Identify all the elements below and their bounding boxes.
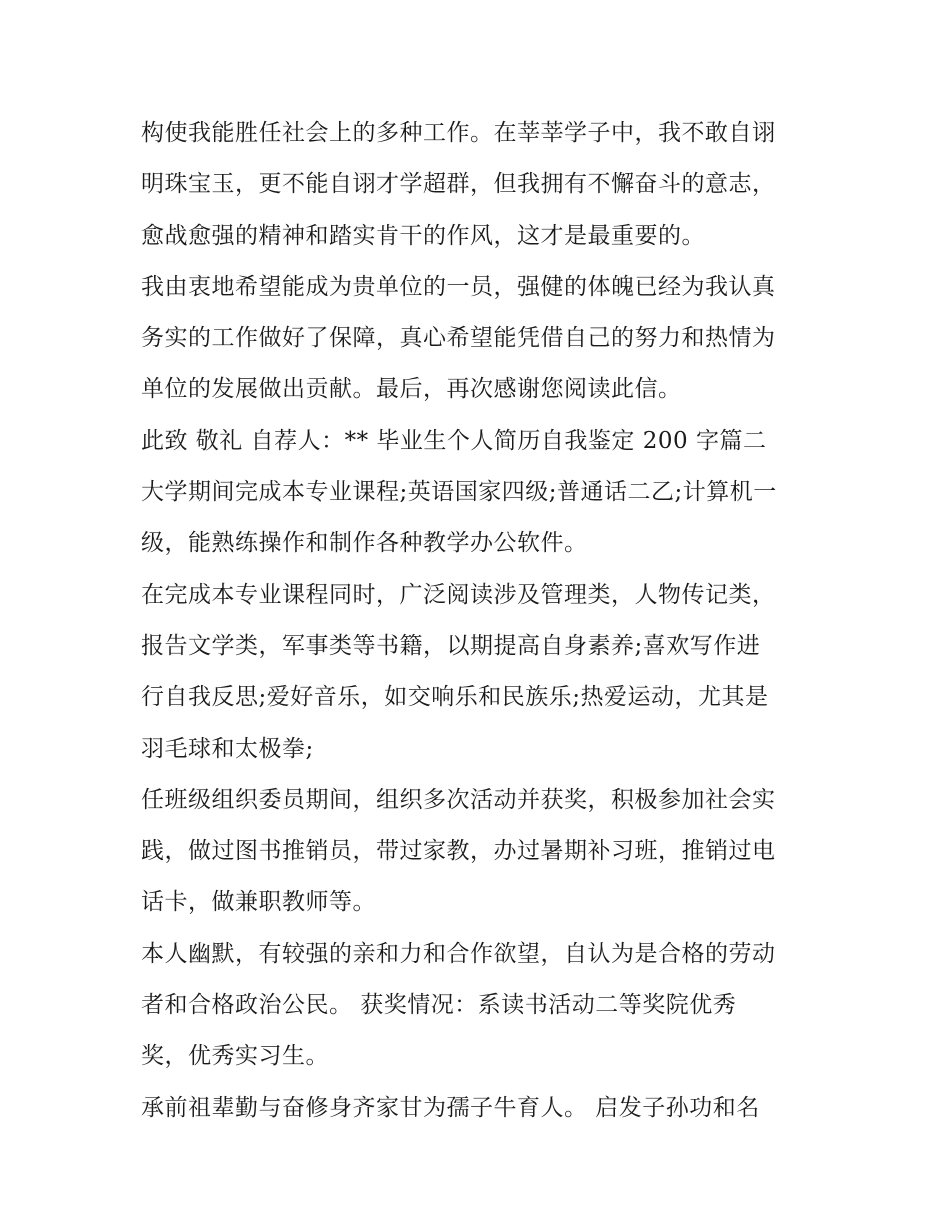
document-body	[141, 108, 831, 1134]
text-line: 者和合格政治公民。 获奖情况：系读书活动二等奖院优秀	[141, 992, 737, 1019]
text-line: 羽毛球和太极拳;	[141, 735, 314, 762]
text-line: 承前祖辈勤与奋修身齐家甘为孺子牛育人。 启发子孙功和名	[141, 1094, 760, 1121]
text-line: 在完成本专业课程同时，广泛阅读涉及管理类，人物传记类，	[141, 581, 776, 608]
text-line: 本人幽默，有较强的亲和力和合作欲望，自认为是合格的劳动	[141, 940, 776, 967]
text-line: 行自我反思;爱好音乐，如交响乐和民族乐;热爱运动，尤其是	[141, 684, 769, 711]
text-line: 我由衷地希望能成为贵单位的一员，强健的体魄已经为我认真	[141, 273, 776, 300]
text-line: 级，能熟练操作和制作各种教学办公软件。	[141, 530, 588, 557]
text-line: 报告文学类，军事类等书籍，以期提高自身素养;喜欢写作进	[141, 632, 761, 659]
text-line: 务实的工作做好了保障，真心希望能凭借自己的努力和热情为	[141, 325, 776, 352]
text-line: 明珠宝玉，更不能自诩才学超群，但我拥有不懈奋斗的意志，	[141, 171, 776, 198]
text-line: 践，做过图书推销员，带过家教，办过暑期补习班，推销过电	[141, 838, 776, 865]
text-line: 话卡，做兼职教师等。	[141, 889, 376, 916]
text-line: 单位的发展做出贡献。最后，再次感谢您阅读此信。	[141, 376, 682, 403]
text-line: 愈战愈强的精神和踏实肯干的作风，这才是最重要的。	[141, 222, 705, 249]
text-line: 构使我能胜任社会上的多种工作。在莘莘学子中，我不敢自诩	[141, 120, 776, 146]
text-line: 此致 敬礼 自荐人：** 毕业生个人简历自我鉴定 200 字篇二	[141, 427, 767, 454]
text-line: 奖，优秀实习生。	[141, 1043, 329, 1070]
text-line: 大学期间完成本专业课程;英语国家四级;普通话二乙;计算机一	[141, 479, 777, 506]
text-line: 任班级组织委员期间，组织多次活动并获奖，积极参加社会实	[141, 786, 776, 813]
